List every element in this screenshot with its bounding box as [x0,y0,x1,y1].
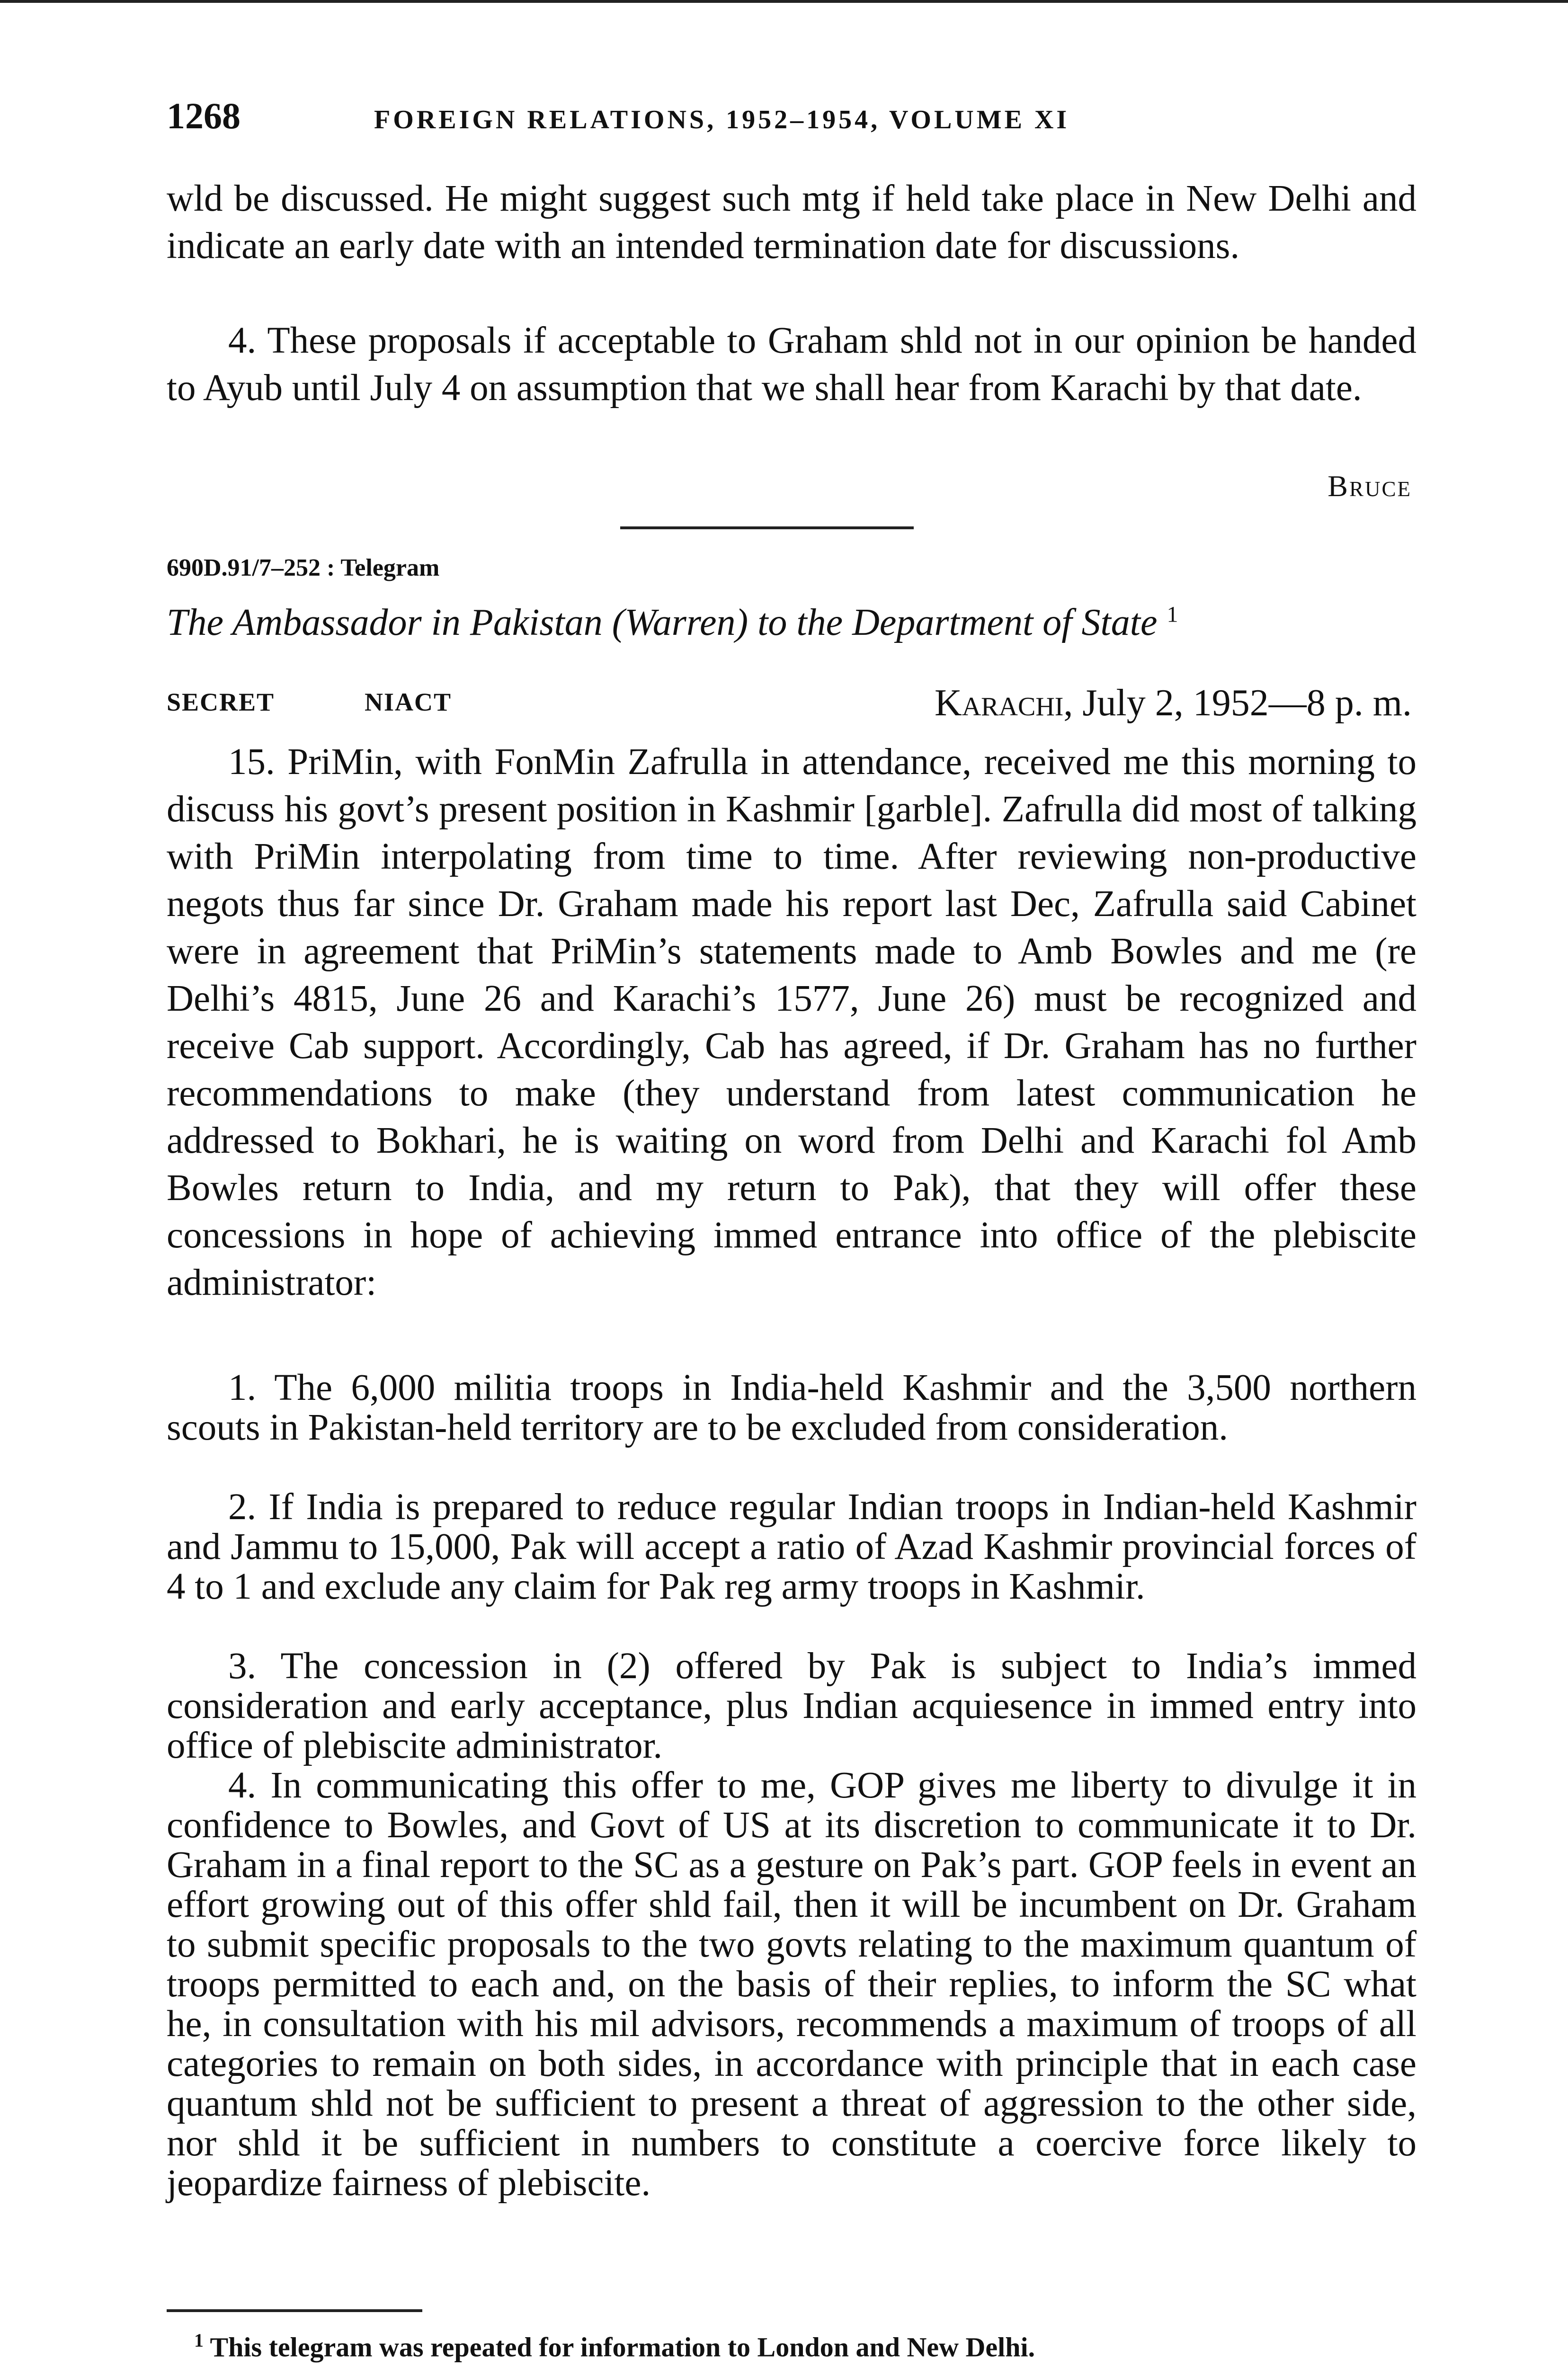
concession-item: 2. If India is prepared to reduce regular Indian troops in Indian-held Kashmir and Jammu to 15,000, Pak will accept a ratio of Azad Kashmir provincial forces of 4 to 1 and exclude any claim for Pak reg army troops in Kashmir. [167,1486,1417,1607]
document-title-text: The Ambassador in Pakistan (Warren) to the Department of State [167,602,1158,643]
title-footnote-mark: 1 [1167,602,1178,627]
top-border-rule [0,0,1568,3]
dateline [935,682,1412,725]
classification-label: SECRET [167,688,275,716]
dateline-place: Karachi, [934,682,1073,724]
section-divider [620,526,914,529]
concession-item: 3. The concession in (2) offered by Pak is subject to India’s immed consideration and early acceptance, plus Indian acquiesence in immed entry into office of plebiscite administrator. [167,1646,1417,1766]
dateline-date: July 2, 1952—8 p. m. [1082,682,1412,724]
page-header [167,90,1417,142]
footnote-text: This telegram was repeated for information to London and New Delhi. [210,2331,1035,2363]
running-head: FOREIGN RELATIONS, 1952–1954, VOLUME XI [374,105,1070,134]
footnote-rule [167,2309,422,2312]
document-title [167,601,1417,644]
concession-item: 1. The 6,000 militia troops in India-held Kashmir and the 3,500 northern scouts in Pakistan-held territory are to be excluded from consideration. [167,1367,1417,1448]
file-reference: 690D.91/7–252 : Telegram [167,554,440,581]
telegram-body: 15. PriMin, with FonMin Zafrulla in attendance, received me this morning to discuss his govt’s present position in Kashmir [garble]. Zafrulla did most of talking with PriMin interpolating from time to time. After reviewing non-productive negots thus far since Dr. Graham made his report last Dec, Zafrulla said Cabinet were in agreement that PriMin’s statements made to Amb Bowles and me (re Delhi’s 4815, June 26 and Karachi’s 1577, June 26) must be recognized and receive Cab support. Accordingly, Cab has agreed, if Dr. Graham has no further recommendations to make (they understand from latest communication he addressed to Bokhari, he is waiting on word from Delhi and Karachi fol Amb Bowles return to India, and my return to Pak), that they will offer these concessions in hope of achieving immed entrance into office of the plebiscite administrator: [167,741,1417,1303]
previous-document-paragraph: 4. These proposals if acceptable to Graham shld not in our opinion be handed to Ayub until July 4 on assumption that we shall hear from Karachi by that date. [167,320,1417,409]
footnote-mark: 1 [194,2330,204,2351]
signature-bruce: Bruce [1327,469,1412,503]
concessions-list [167,1368,1417,2203]
handling-label: NIACT [365,688,452,716]
previous-document-paragraph: wld be discussed. He might suggest such mtg if held take place in New Delhi and indicate an early date with an intended termination date for discussions. [167,178,1417,267]
concession-item: 4. In communicating this offer to me, GOP gives me liberty to divulge it in confidence to Bowles, and Govt of US at its discretion to communicate it to Dr. Graham in a final report to the SC as a gesture on Pak’s part. GOP feels in event an effort growing out of this offer shld fail, then it will be incumbent on Dr. Graham to submit specific proposals to the two govts relating to the maximum quantum of troops permitted to each and, on the basis of their replies, to inform the SC what he, in consultation with his mil advisors, recommends a maximum of troops of all categories to remain on both sides, in accordance with principle that in each case quantum shld not be sufficient to present a threat of aggression to the other side, nor shld it be sufficient in numbers to constitute a coercive force likely to jeopardize fairness of plebiscite. [167,1765,1417,2204]
page-number: 1268 [167,95,241,136]
footnote [194,2329,1035,2363]
